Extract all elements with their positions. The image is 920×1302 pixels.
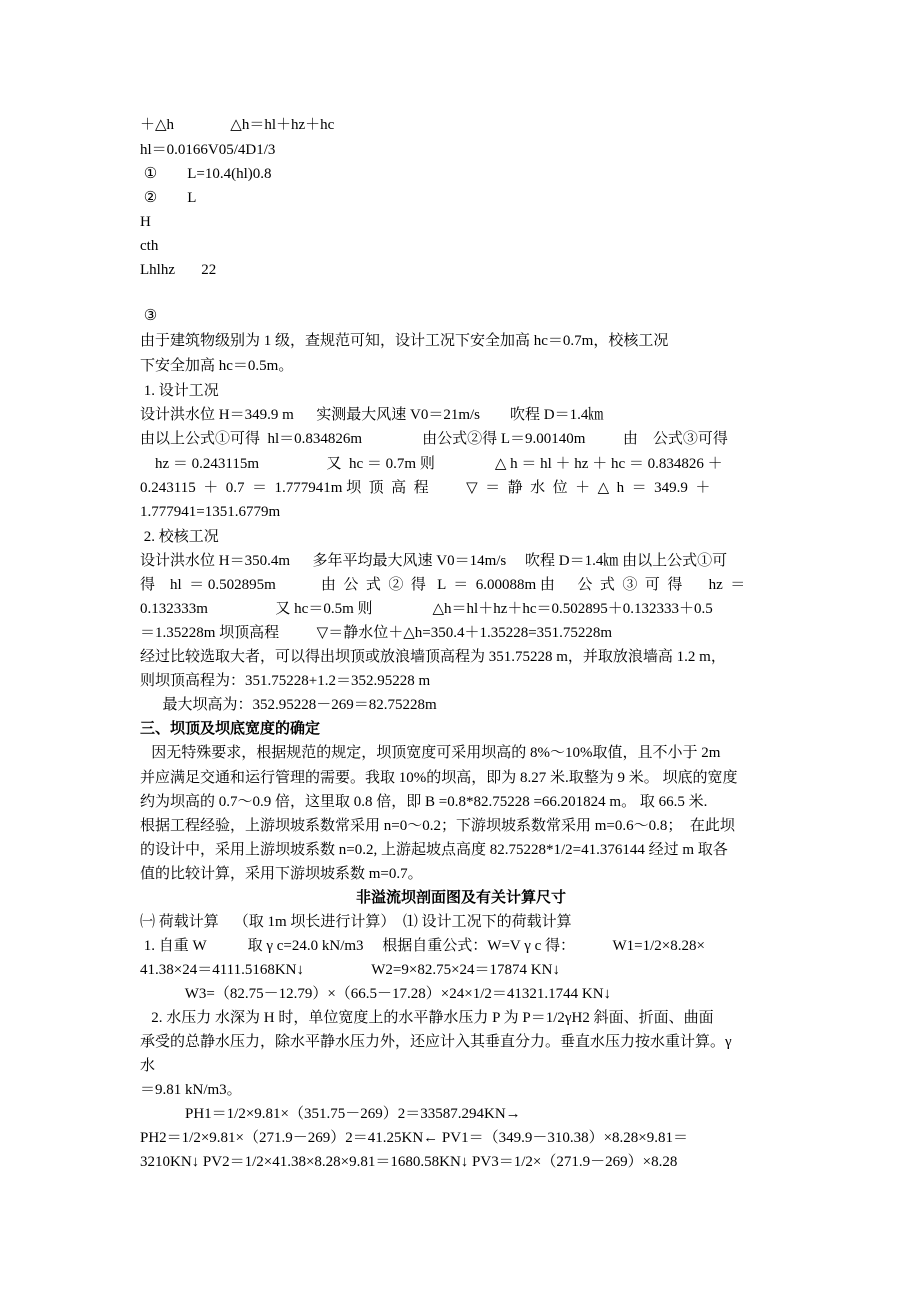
section-3-text-5: 的设计中，采用上游坝坡系数 n=0.2, 上游起坡点高度 82.75228*1/2=41.376144 经过 m 取各 [140,842,728,858]
self-weight-3: W3=（82.75－12.79）×（66.5－17.28）×24×1/2＝41321.1744 KN↓ [140,986,612,1002]
check-calc-3: ＝1.35228m 坝顶高程 ▽＝静水位＋△h=350.4＋1.35228=351.75228m [140,625,613,641]
water-unit-weight: ＝9.81 kN/m3。 [140,1082,242,1098]
design-calc-3: 0.243115 ＋ 0.7 ＝ 1.777941m 坝 顶 高 程 ▽ ＝ 静 水 位 ＋ △ h ＝ 349.9 ＋ [140,480,711,496]
ph1-formula: PH1＝1/2×9.81×（351.75－269）2＝33587.294KN→ [140,1106,521,1122]
section-3-text-6: 值的比较计算，采用下游坝坡系数 m=0.7。 [140,866,423,882]
formula-fragment-lhlhz: Lhlhz 22 [140,262,217,278]
formula-fragment-h: H [140,214,151,230]
design-case-heading: 1. 设计工况 [140,383,219,399]
safety-text-2: 下安全加高 hc＝0.5m。 [140,358,294,374]
water-pressure-3: 水 [140,1058,156,1074]
section-3-text-4: 根据工程经验，上游坝坡系数常采用 n=0～0.2；下游坝坡系数常采用 m=0.6～0.8； 在此坝 [140,818,735,834]
max-dam-height: 最大坝高为：352.95228－269＝82.75228m [140,697,437,713]
formula-2: ② L [140,190,197,206]
safety-text-1: 由于建筑物级别为 1 级，查规范可知，设计工况下安全加高 hc＝0.7m，校核工况 [140,333,669,349]
formula-3: ③ [140,308,158,324]
water-pressure-2: 承受的总静水压力，除水平静水压力外，还应计入其垂直分力。垂直水压力按水重计算。γ [140,1034,732,1050]
check-params: 设计洪水位 H＝350.4m 多年平均最大风速 V0＝14m/s 吹程 D＝1.4㎞ 由以上公式①可 [140,553,728,569]
section-3-text-1: 因无特殊要求，根据规范的规定，坝顶宽度可采用坝高的 8%～10%取值，且不小于 2m [140,745,721,761]
design-calc-1: 由以上公式①可得 hl＝0.834826m 由公式②得 L＝9.00140m 由 公式③可得 [140,431,728,447]
section-3-text-3: 约为坝高的 0.7～0.9 倍，这里取 0.8 倍，即 B =0.8*82.75228 =66.201824 m。 取 66.5 米. [140,794,708,810]
design-calc-4: 1.777941=1351.6779m [140,504,281,520]
water-pressure-1: 2. 水压力 水深为 H 时，单位宽度上的水平静水压力 P 为 P＝1/2γH2 斜面、折面、曲面 [140,1010,714,1026]
check-calc-2: 0.132333m 又 hc＝0.5m 则 △h＝hl＋hz＋hc＝0.502895＋0.132333＋0.5 [140,601,713,617]
wave-height-formula: ＋△h △h＝hl＋hz＋hc [140,117,335,133]
conclusion-1: 经过比较选取大者，可以得出坝顶或放浪墙顶高程为 351.75228 m，并取放浪墙高 1.2 m， [140,649,726,665]
check-calc-1: 得 hl ＝ 0.502895m 由 公 式 ② 得 L ＝ 6.00088m 由 公 式 ③ 可 得 hz ＝ [140,577,746,593]
hl-formula: hl＝0.0166V05/4D1/3 [140,142,276,158]
section-4-heading: 非溢流坝剖面图及有关计算尺寸 [355,890,566,906]
formula-fragment-cth: cth [140,238,159,254]
ph2-pv1-formula: PH2＝1/2×9.81×（271.9－269）2＝41.25KN← PV1＝（349.9－310.38）×8.28×9.81＝ [140,1130,689,1146]
check-case-heading: 2. 校核工况 [140,529,219,545]
formula-1: ① L=10.4(hl)0.8 [140,166,272,182]
section-3-heading: 三、坝顶及坝底宽度的确定 [140,721,321,737]
self-weight-2: 41.38×24＝4111.5168KN↓ W2=9×82.75×24＝17874 KN↓ [140,962,560,978]
design-calc-2: hz ＝ 0.243115m 又 hc ＝ 0.7m 则 △ h ＝ hl ＋ hz ＋ hc ＝ 0.834826 ＋ [140,456,723,472]
pv2-pv3-formula: 3210KN↓ PV2＝1/2×41.38×8.28×9.81＝1680.58KN↓ PV3＝1/2×（271.9－269）×8.28 [140,1154,678,1170]
self-weight-1: 1. 自重 W 取 γ c=24.0 kN/m3 根据自重公式：W=V γ c 得： W1=1/2×8.28× [140,938,705,954]
section-3-text-2: 并应满足交通和运行管理的需要。我取 10%的坝高，即为 8.27 米.取整为 9 米。 坝底的宽度 [140,770,738,786]
design-params: 设计洪水位 H＝349.9 m 实测最大风速 V0＝21m/s 吹程 D＝1.4㎞ [140,407,604,423]
conclusion-2: 则坝顶高程为：351.75228+1.2＝352.95228 m [140,673,431,689]
load-calc-intro: ㈠ 荷载计算 （取 1m 坝长进行计算） ⑴ 设计工况下的荷载计算 [140,914,572,930]
